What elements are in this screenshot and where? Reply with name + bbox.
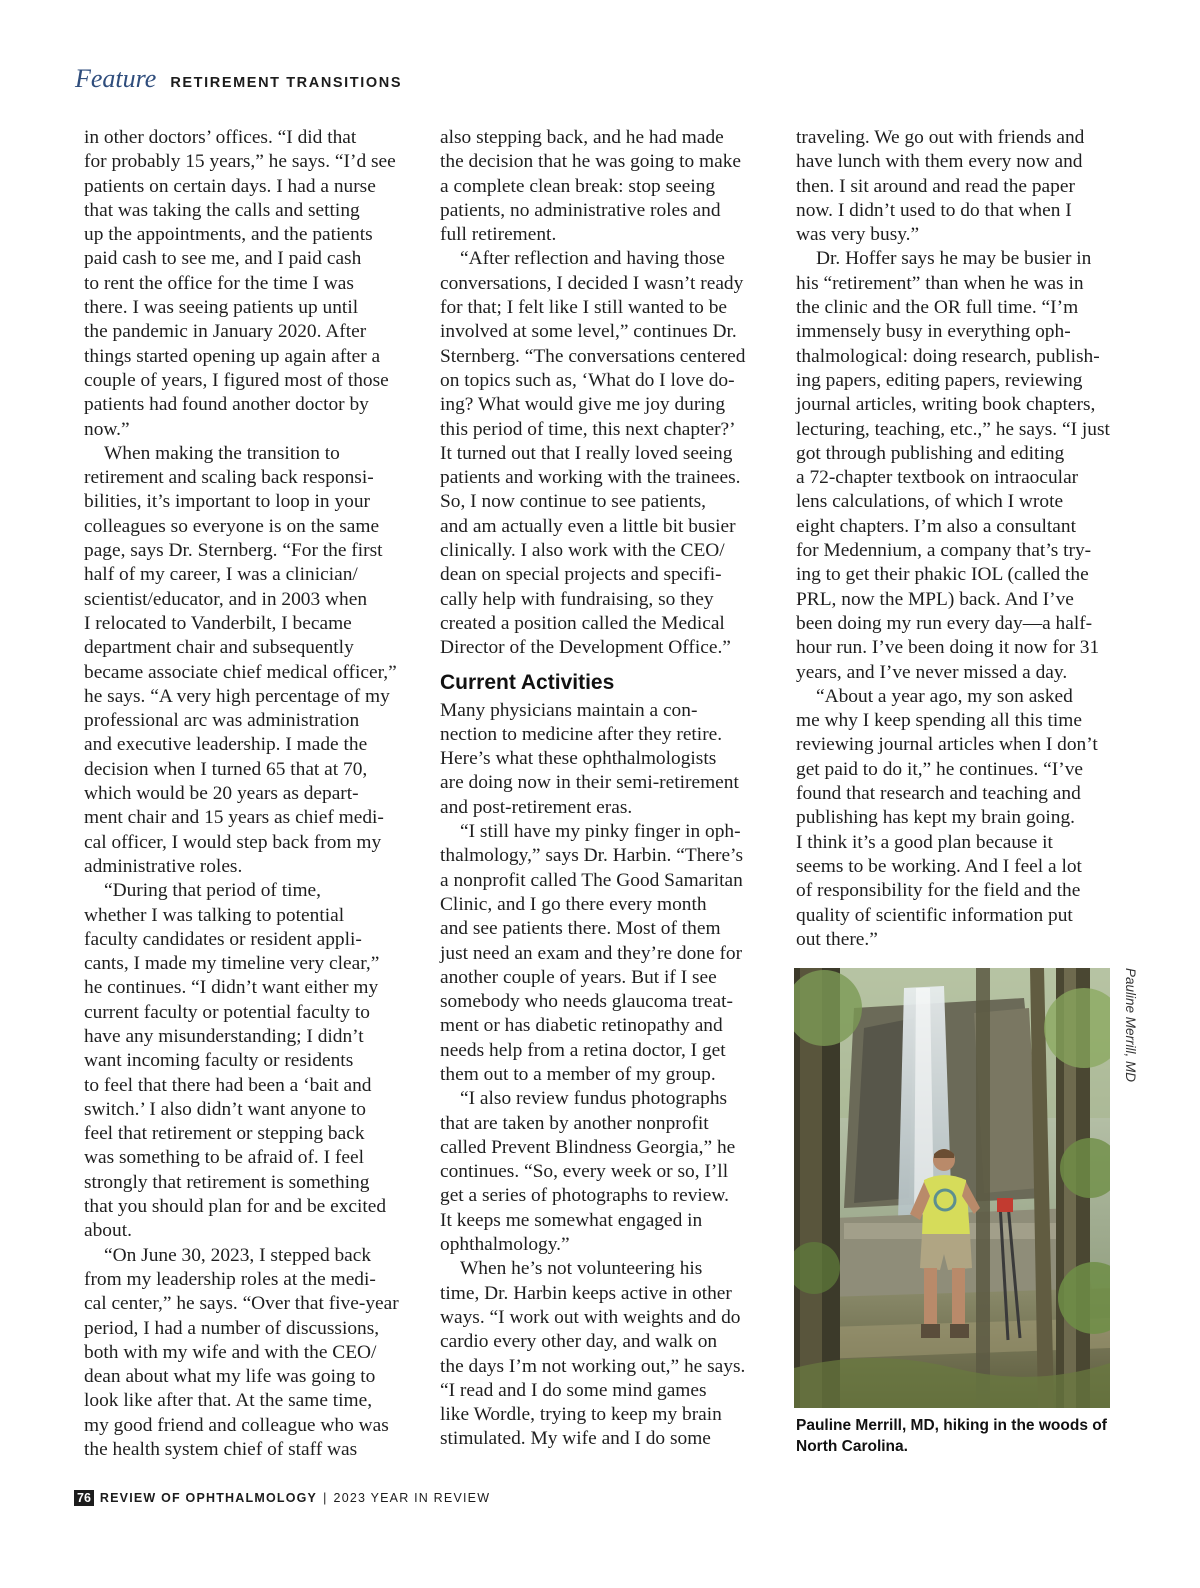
text-line: nection to medicine after they retire. [440,723,723,745]
text-line: When making the transition to [104,442,340,464]
publication-name: REVIEW OF OPHTHALMOLOGY [99,1491,318,1505]
text-line: on topics such as, ‘What do I love do- [440,369,735,391]
text-line: that are taken by another nonprofit [440,1112,709,1134]
text-line: quality of scientific information put [796,904,1073,926]
text-line: just need an exam and they’re done for [440,942,743,964]
text-line: whether I was talking to potential [84,904,345,926]
text-line: paid cash to see me, and I paid cash [84,248,362,270]
text-line: publishing has kept my brain going. [796,807,1075,829]
text-line: cally help with fundraising, so they [440,588,714,610]
text-line: found that research and teaching and [796,783,1081,805]
column-3-text [796,126,1121,952]
text-line: a complete clean break: stop seeing [440,175,716,197]
text-line: cardio every other day, and walk on [440,1331,718,1353]
text-line: half of my career, I was a clinician/ [84,564,358,586]
text-line: bilities, it’s important to loop in your [84,491,371,513]
text-line: period, I had a number of discussions, [84,1317,380,1339]
text-line: want incoming faculty or residents [84,1050,354,1072]
text-line: was very busy.” [796,224,920,246]
text-line: his “retirement” than when he was in [796,272,1084,294]
text-line: Dr. Hoffer says he may be busier in [816,248,1092,270]
text-line: created a position called the Medical [440,612,725,634]
text-line: and post-retirement eras. [440,796,633,818]
text-line: Here’s what these ophthalmologists [440,748,717,770]
text-line: the clinic and the OR full time. “I’m [796,297,1079,319]
text-line: a 72-chapter textbook on intraocular [796,467,1079,489]
text-line: reviewing journal articles when I don’t [796,734,1098,756]
text-line: colleagues so everyone is on the same [84,515,380,537]
text-line: the decision that he was going to make [440,151,742,173]
text-line: ing to get their phakic IOL (called the [796,564,1089,586]
text-line: up the appointments, and the patients [84,224,373,246]
text-line: administrative roles. [84,855,243,877]
text-line: get paid to do it,” he continues. “I’ve [796,758,1083,780]
text-line: “I read and I do some mind games [440,1379,707,1401]
text-line: time, Dr. Harbin keeps active in other [440,1282,732,1304]
article-column-2 [440,126,765,1452]
issue-name: 2023 YEAR IN REVIEW [333,1491,491,1505]
text-line: of responsibility for the field and the [796,880,1081,902]
text-line: seems to be working. And I feel a lot [796,855,1082,877]
text-line: page, says Dr. Sternberg. “For the first [84,540,383,562]
text-line: things started opening up again after a [84,345,381,367]
text-line: for that; I felt like I still wanted to be [440,297,728,319]
text-line: dean on special projects and specifi- [440,564,722,586]
text-line: patients on certain days. I had a nurse [84,175,376,197]
text-line: got through publishing and editing [796,442,1065,464]
hiking-photo [794,968,1110,1408]
article-column-1 [84,126,409,1462]
text-line: then. I sit around and read the paper [796,175,1075,197]
text-line: to rent the office for the time I was [84,272,354,294]
text-line: that was taking the calls and setting [84,199,360,221]
text-line: “On June 30, 2023, I stepped back [104,1244,372,1266]
text-line: professional arc was administration [84,710,360,732]
page-footer [74,1488,490,1508]
text-line: this period of time, this next chapter?’ [440,418,736,440]
text-line: me why I keep spending all this time [796,710,1082,732]
text-line: the pandemic in January 2020. After [84,321,367,343]
text-line: patients had found another doctor by [84,394,369,416]
text-line: continues. “So, every week or so, I’ll [440,1161,729,1183]
text-line: was something to be afraid of. I feel [84,1147,364,1169]
text-line: cal officer, I would step back from my [84,831,382,853]
text-line: retirement and scaling back responsi- [84,467,374,489]
text-line: cants, I made my timeline very clear,” [84,953,380,975]
text-line: ways. “I work out with weights and do [440,1306,741,1328]
text-line: both with my wife and with the CEO/ [84,1341,377,1363]
text-line: Clinic, and I go there every month [440,893,707,915]
column-2-text-bottom [440,699,765,1452]
text-line: decision when I turned 65 that at 70, [84,758,368,780]
text-line: and am actually even a little bit busier [440,515,736,537]
text-line: somebody who needs glaucoma treat- [440,991,733,1013]
text-line: I relocated to Vanderbilt, I became [84,612,352,634]
text-line: immensely busy in everything oph- [796,321,1071,343]
subheading-current-activities: Current Activities [440,670,615,694]
feature-label: Feature [75,64,157,93]
text-line: involved at some level,” continues Dr. [440,321,737,343]
text-line: for Medennium, a company that’s try- [796,540,1092,562]
text-line: ing? What would give me joy during [440,394,726,416]
text-line: get a series of photographs to review. [440,1185,729,1207]
text-line: Director of the Development Office.” [440,637,731,659]
text-line: conversations, I decided I wasn’t ready [440,272,744,294]
text-line: journal articles, writing book chapters, [796,394,1096,416]
text-line: out there.” [796,928,878,950]
text-line: look like after that. At the same time, [84,1390,373,1412]
text-line: have any misunderstanding; I didn’t [84,1025,364,1047]
text-line: ment or has diabetic retinopathy and [440,1015,723,1037]
photo-caption: Pauline Merrill, MD, hiking in the woods of North Carolina. [796,1417,1107,1455]
text-line: thalmology,” says Dr. Harbin. “There’s [440,845,743,867]
text-line: another couple of years. But if I see [440,966,717,988]
text-line: and executive leadership. I made the [84,734,368,756]
text-line: traveling. We go out with friends and [796,127,1085,148]
text-line: PRL, now the MPL) back. And I’ve [796,588,1074,610]
text-line: When he’s not volunteering his [460,1258,703,1280]
text-line: have lunch with them every now and [796,151,1083,173]
text-line: years, and I’ve never missed a day. [796,661,1068,683]
text-line: stimulated. My wife and I do some [440,1428,711,1450]
text-line: Many physicians maintain a con- [440,699,698,721]
text-line: So, I now continue to see patients, [440,491,707,513]
text-line: now. I didn’t used to do that when I [796,199,1072,221]
text-line: hour run. I’ve been doing it now for 31 [796,637,1100,659]
text-line: switch.’ I also didn’t want anyone to [84,1098,367,1120]
text-line: patients, no administrative roles and [440,199,721,221]
text-line: ment chair and 15 years as chief medi- [84,807,384,829]
text-line: “About a year ago, my son asked [816,685,1073,707]
text-line: eight chapters. I’m also a consultant [796,515,1076,537]
text-line: my good friend and colleague who was [84,1414,389,1436]
text-line: now.” [84,418,130,440]
text-line: faculty candidates or resident appli- [84,928,362,950]
page-header [75,64,402,98]
text-line: It turned out that I really loved seeing [440,442,733,464]
text-line: he says. “A very high percentage of my [84,685,390,707]
text-line: and see patients there. Most of them [440,918,721,940]
text-line: “During that period of time, [104,880,322,902]
text-line: needs help from a retina doctor, I get [440,1039,726,1061]
text-line: strongly that retirement is something [84,1171,370,1193]
text-line: a nonprofit called The Good Samaritan [440,869,743,891]
text-line: from my leadership roles at the medi- [84,1268,376,1290]
text-line: patients and working with the trainees. [440,467,741,489]
text-line: been doing my run every day—a half- [796,612,1093,634]
text-line: cal center,” he says. “Over that five-year [84,1293,399,1315]
text-line: that you should plan for and be excited [84,1196,387,1218]
text-line: ing papers, editing papers, reviewing [796,369,1083,391]
text-line: in other doctors’ offices. “I did that [84,127,357,148]
text-line: he continues. “I didn’t want either my [84,977,379,999]
text-line: became associate chief medical officer,” [84,661,397,683]
text-line: thalmological: doing research, publish- [796,345,1100,367]
text-line: “I also review fundus photographs [460,1088,728,1110]
text-line: current faculty or potential faculty to [84,1001,370,1023]
text-line: feel that retirement or stepping back [84,1123,365,1145]
text-line: the days I’m not working out,” he says. [440,1355,746,1377]
text-line: “I still have my pinky finger in oph- [460,821,741,843]
text-line: there. I was seeing patients up until [84,297,359,319]
text-line: to feel that there had been a ‘bait and [84,1074,372,1096]
photo-credit: Pauline Merrill, MD [1123,968,1138,1083]
waterfall-forest-illustration [794,968,1110,1408]
text-line: Sternberg. “The conversations centered [440,345,746,367]
article-column-3 [796,126,1121,952]
page-number: 76 [74,1490,94,1506]
text-line: are doing now in their semi-retirement [440,772,739,794]
text-line: scientist/educator, and in 2003 when [84,588,368,610]
text-line: I think it’s a good plan because it [796,831,1053,853]
text-line: called Prevent Blindness Georgia,” he [440,1136,736,1158]
text-line: dean about what my life was going to [84,1366,376,1388]
column-1-text [84,126,409,1462]
text-line: the health system chief of staff was [84,1439,358,1461]
text-line: clinically. I also work with the CEO/ [440,540,725,562]
text-line: It keeps me somewhat engaged in [440,1209,703,1231]
text-line: couple of years, I figured most of those [84,369,389,391]
text-line: like Wordle, trying to keep my brain [440,1404,722,1426]
text-line: lens calculations, of which I wrote [796,491,1064,513]
text-line: for probably 15 years,” he says. “I’d see [84,151,396,173]
text-line: which would be 20 years as depart- [84,783,359,805]
column-2-text-top [440,126,765,661]
text-line: lecturing, teaching, etc.,” he says. “I just [796,418,1110,440]
text-line: department chair and subsequently [84,637,354,659]
footer-separator: | [323,1491,328,1505]
text-line: about. [84,1220,132,1242]
text-line: full retirement. [440,224,557,246]
text-line: them out to a member of my group. [440,1063,716,1085]
section-title: RETIREMENT TRANSITIONS [170,75,403,91]
text-line: “After reflection and having those [460,248,725,270]
text-line: ophthalmology.” [440,1234,570,1256]
text-line: also stepping back, and he had made [440,127,724,148]
